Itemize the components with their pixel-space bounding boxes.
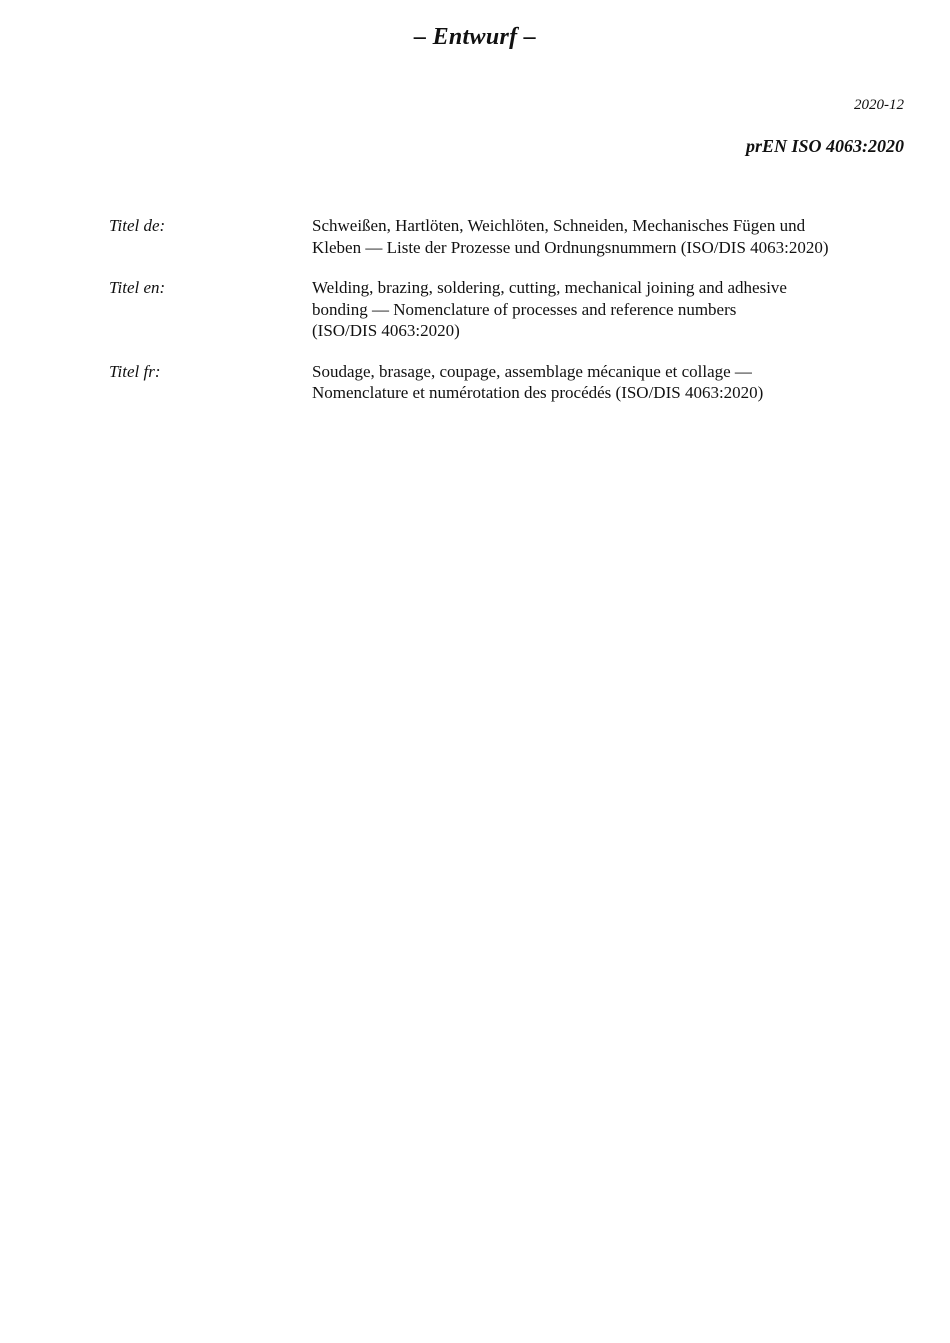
title-text-de <box>312 215 909 258</box>
document-date: 2020-12 <box>854 97 904 113</box>
title-line: bonding — Nomenclature of processes and reference numbers <box>312 299 737 319</box>
title-text-en <box>312 277 909 342</box>
page-heading-draft: – Entwurf – <box>413 24 536 50</box>
title-row-en <box>109 277 909 342</box>
title-line: Welding, brazing, soldering, cutting, mechanical joining and adhesive <box>312 278 787 297</box>
title-line: (ISO/DIS 4063:2020) <box>312 321 460 340</box>
title-text-fr <box>312 361 909 404</box>
title-label-de: Titel de: <box>109 216 166 235</box>
title-line: Kleben — Liste der Prozesse und Ordnungsnummern (ISO/DIS 4063:2020) <box>312 237 829 257</box>
title-label-fr: Titel fr: <box>109 361 161 381</box>
title-row-de <box>109 215 909 258</box>
title-label-en: Titel en: <box>109 278 166 297</box>
title-line: Nomenclature et numérotation des procédés (ISO/DIS 4063:2020) <box>312 383 764 402</box>
titles-table <box>109 215 909 423</box>
document-number: prEN ISO 4063:2020 <box>745 136 904 156</box>
title-line: Soudage, brasage, coupage, assemblage mécanique et collage — <box>312 361 752 381</box>
title-line: Schweißen, Hartlöten, Weichlöten, Schneiden, Mechanisches Fügen und <box>312 216 806 235</box>
title-row-fr <box>109 361 909 404</box>
